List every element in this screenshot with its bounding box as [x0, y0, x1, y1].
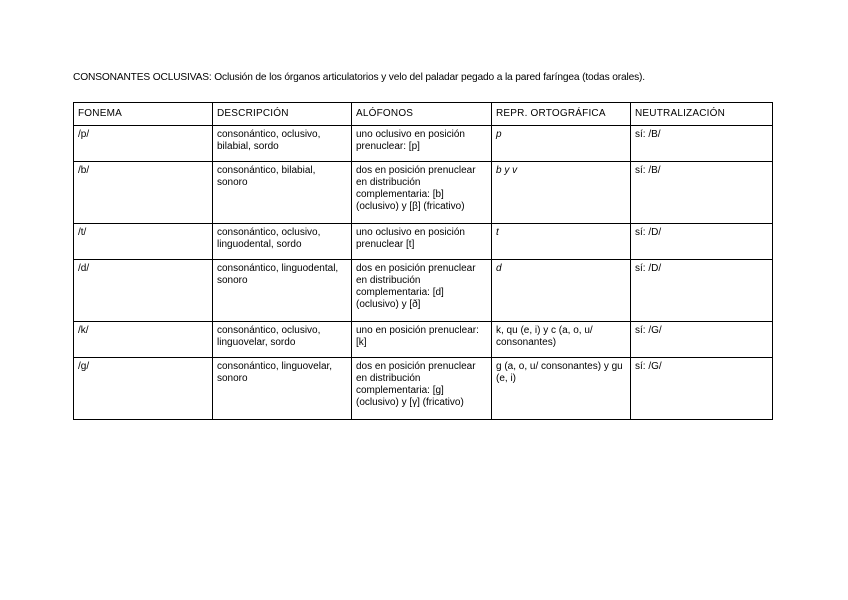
table-row [74, 322, 773, 358]
cell-fonema: /g/ [74, 358, 213, 420]
cell-neutralizacion: sí: /D/ [631, 260, 773, 322]
cell-ortografia: b y v [492, 162, 631, 224]
header-alofonos: ALÓFONOS [352, 103, 492, 126]
cell-ortografia: d [492, 260, 631, 322]
cell-alofonos: dos en posición prenuclear en distribución complementaria: [b] (oclusivo) y [β] (fricativo) [352, 162, 492, 224]
header-fonema: FONEMA [74, 103, 213, 126]
cell-ortografia: p [492, 126, 631, 162]
table-row [74, 358, 773, 420]
cell-descripcion: consonántico, bilabial, sonoro [213, 162, 352, 224]
table-header-row [74, 103, 773, 126]
cell-neutralizacion: sí: /D/ [631, 224, 773, 260]
header-ortografia: REPR. ORTOGRÁFICA [492, 103, 631, 126]
cell-descripcion: consonántico, oclusivo, bilabial, sordo [213, 126, 352, 162]
cell-neutralizacion: sí: /G/ [631, 358, 773, 420]
table-row [74, 126, 773, 162]
consonants-table [73, 102, 773, 420]
table-row [74, 162, 773, 224]
cell-alofonos: uno en posición prenuclear: [k] [352, 322, 492, 358]
cell-fonema: /d/ [74, 260, 213, 322]
cell-alofonos: dos en posición prenuclear en distribución complementaria: [d] (oclusivo) y [ð] [352, 260, 492, 322]
cell-alofonos: dos en posición prenuclear en distribución complementaria: [g] (oclusivo) y [γ] (fricativo) [352, 358, 492, 420]
cell-fonema: /b/ [74, 162, 213, 224]
cell-descripcion: consonántico, linguovelar, sonoro [213, 358, 352, 420]
header-descripcion: DESCRIPCIÓN [213, 103, 352, 126]
cell-fonema: /p/ [74, 126, 213, 162]
cell-descripcion: consonántico, linguodental, sonoro [213, 260, 352, 322]
header-neutralizacion: NEUTRALIZACIÓN [631, 103, 773, 126]
cell-neutralizacion: sí: /G/ [631, 322, 773, 358]
cell-descripcion: consonántico, oclusivo, linguodental, sordo [213, 224, 352, 260]
cell-fonema: /t/ [74, 224, 213, 260]
cell-neutralizacion: sí: /B/ [631, 162, 773, 224]
cell-fonema: /k/ [74, 322, 213, 358]
cell-descripcion: consonántico, oclusivo, linguovelar, sordo [213, 322, 352, 358]
cell-alofonos: uno oclusivo en posición prenuclear: [p] [352, 126, 492, 162]
cell-ortografia: t [492, 224, 631, 260]
table-caption: CONSONANTES OCLUSIVAS: Oclusión de los órganos articulatorios y velo del paladar pegado a la pared faríngea (todas orales). [73, 72, 645, 83]
cell-ortografia: k, qu (e, i) y c (a, o, u/ consonantes) [492, 322, 631, 358]
cell-alofonos: uno oclusivo en posición prenuclear [t] [352, 224, 492, 260]
cell-neutralizacion: sí: /B/ [631, 126, 773, 162]
cell-ortografia: g (a, o, u/ consonantes) y gu (e, i) [492, 358, 631, 420]
table-row [74, 260, 773, 322]
table-row [74, 224, 773, 260]
